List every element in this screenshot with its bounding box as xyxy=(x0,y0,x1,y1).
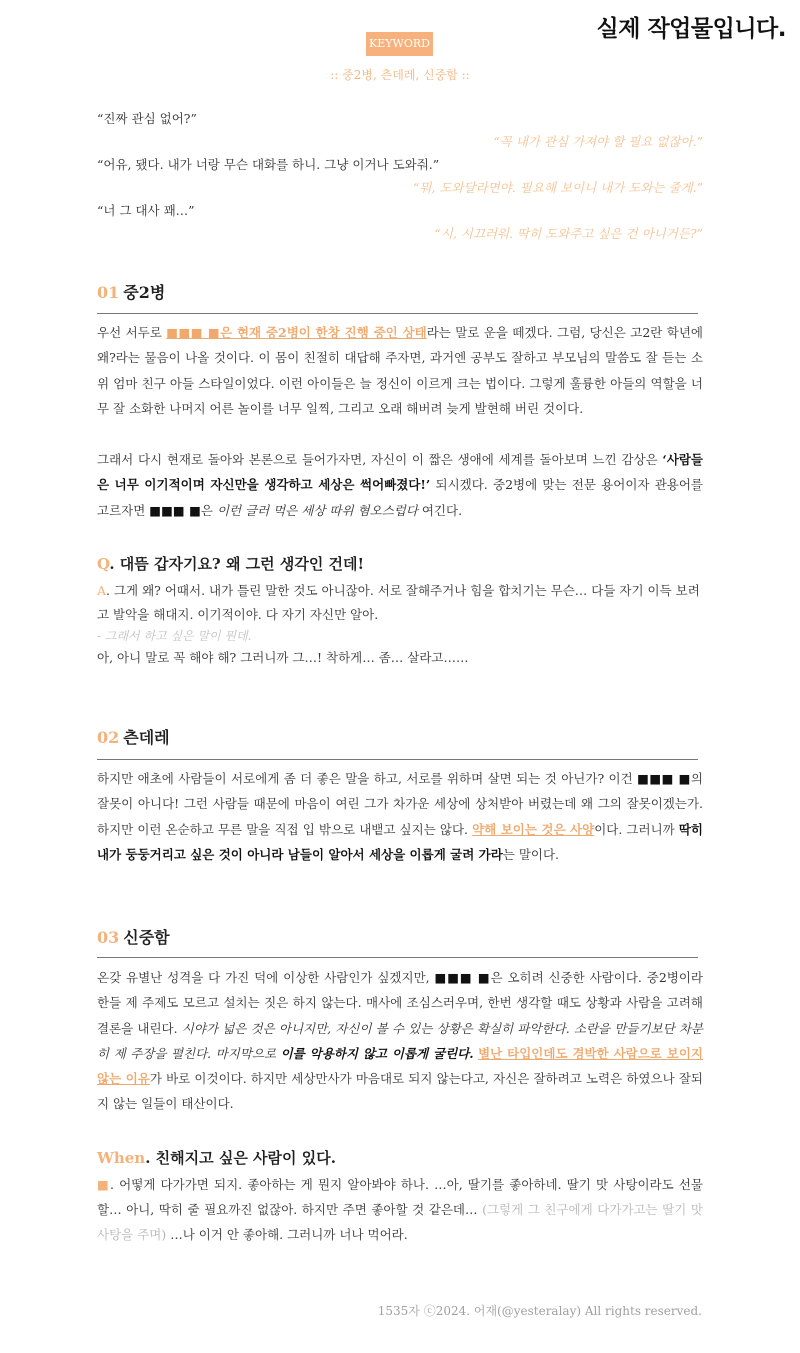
text: 가 바로 이것이다. 하지만 세상만사가 마음대로 되지 않는다고, 자신은 잘하려고 노력은 하였으나 잘되지 않는 일들이 태산이다. xyxy=(97,1071,703,1112)
dialogue-line: “너 그 대사 꽤…” xyxy=(97,203,195,218)
highlight-text: 별난 타입인데도 경박한 사람으로 보이지 않는 이유 xyxy=(97,1045,703,1087)
text: 하지만 애초에 사람들이 서로에게 좀 더 좋은 말을 하고, 서로를 위하며 살면 되는 것 아닌가? 이건 xyxy=(97,771,638,786)
highlight-text: ■■■ ■은 현재 중2병이 한창 진행 중인 상태 xyxy=(166,325,427,340)
watermark: 실제 작업물입니다. xyxy=(596,16,786,42)
dialogue-line: “진짜 관심 없어?” xyxy=(97,111,197,126)
text: 은 오히려 신중한 사람이다. 중2병이라 한들 제 주제도 모르고 설치는 짓은 하지 않는다. 매사에 조심스러우며, 한번 생각할 때도 상황과 사람을 고려해 결론을 내린다. xyxy=(97,970,703,1036)
when-title: . 친해지고 싶은 사람이 있다. xyxy=(145,1149,336,1167)
text: . 어떻게 다가가면 되지. 좋아하는 게 뭔지 알아봐야 하나. …아, 딸기를 좋아하네. 딸기 맛 사탕이라도 선물할… 아니, 딱히 줄 필요까진 없잖아. 하지만 주면 좋아할 것 같은데… xyxy=(97,1177,703,1217)
italic-text: 시야가 넓은 것은 아니지만, 자신이 볼 수 있는 상황은 확실히 파악한다. 소란을 만들기보단 차분히 제 주장을 펼친다. 마지막으로 xyxy=(97,1020,703,1061)
bold-italic-text: 이를 악용하지 않고 이롭게 굴린다. xyxy=(280,1045,474,1061)
section-number: 01 xyxy=(97,283,120,302)
when-heading xyxy=(97,1147,336,1168)
section-number: 02 xyxy=(97,728,120,747)
section-divider xyxy=(97,313,698,314)
censored-name: ■■■ ■ xyxy=(637,771,691,786)
censored-name: ■■■ ■ xyxy=(149,502,201,518)
keyword-badge: KEYWORD xyxy=(366,32,433,56)
censored-name: ■■■ ■ xyxy=(434,970,491,985)
section-title: 신중함 xyxy=(123,928,170,947)
text: 우선 서두로 xyxy=(97,325,167,340)
answer-body: . 그게 왜? 어때서. 내가 틀린 말한 것도 아니잖아. 서로 잘해주거나 힘을 합치기는 무슨… 다들 자기 이득 보려고 발악을 해대지. 이기적이야. 다 자기 자신만 알아. xyxy=(97,583,700,622)
text: …나 이거 안 좋아해. 그러니까 너나 먹어라. xyxy=(166,1227,408,1242)
text: 되시겠다. 중2병에 맞는 전문 용어이자 관용어를 고르자면 xyxy=(97,477,703,518)
answer-lead: A xyxy=(97,583,107,598)
text: 의 잘못이 아니다! 그런 사람들 때문에 마음이 여린 그가 차가운 세상에 상처받아 버렸는데 왜 그의 잘못이겠는가. 하지만 이런 온순하고 무른 말을 직접 입 밖으로 내뱉고 싶지는 않다. xyxy=(97,771,703,837)
dialogue-line: “어유, 됐다. 내가 너랑 무슨 대화를 하니. 그냥 이거나 도와줘.” xyxy=(97,157,440,172)
dialogue-block xyxy=(97,108,703,246)
when-text xyxy=(97,1172,703,1247)
when-mark: ■ xyxy=(97,1177,111,1192)
text: 여긴다. xyxy=(417,502,463,518)
dialogue-reply: “시, 시끄러워. 딱히 도와주고 싶은 건 아니거든?” xyxy=(434,226,703,241)
section-03-paragraph xyxy=(97,965,703,1117)
faint-text: (그렇게 그 친구에게 다가가고는 딸기 맛 사탕을 주며) xyxy=(97,1202,703,1242)
answer-block xyxy=(97,579,703,670)
section-heading-02 xyxy=(97,725,170,748)
keyword-line: :: 중2병, 츤데레, 신중함 :: xyxy=(330,68,470,82)
answer-text xyxy=(97,579,703,626)
text: 는 말이다. xyxy=(502,846,560,862)
section-title: 츤데레 xyxy=(123,728,170,747)
highlight-text: 약해 보이는 것은 사양 xyxy=(472,821,595,837)
question-lead: Q xyxy=(97,555,110,573)
section-01-paragraph-2 xyxy=(97,447,703,523)
aside-text: - 그래서 하고 싶은 말이 뭔데. xyxy=(97,629,252,643)
dialogue-reply: “뭐, 도와달라면야. 필요해 보이니 내가 도와는 줄게.” xyxy=(412,180,703,195)
text: 온갖 유별난 성격을 다 가진 덕에 이상한 사람인가 싶겠지만, xyxy=(97,970,435,985)
section-01-paragraph-1 xyxy=(97,320,703,421)
reply-text: 아, 아니 말로 꼭 해야 해? 그러니까 그…! 착하게… 좀… 살라고…… xyxy=(97,650,469,665)
when-lead: When xyxy=(97,1149,146,1167)
section-divider xyxy=(97,759,698,760)
text: 은 xyxy=(200,502,217,518)
bold-text: ‘사람들은 너무 이기적이며 자신만을 생각하고 세상은 썩어빠졌다!’ xyxy=(97,452,703,493)
question-title: . 대뜸 갑자기요? 왜 그런 생각인 건데! xyxy=(109,555,365,573)
section-heading-03 xyxy=(97,925,170,948)
section-heading-01 xyxy=(97,280,165,303)
question-heading xyxy=(97,553,364,574)
section-title: 중2병 xyxy=(123,283,166,302)
text: 그래서 다시 현재로 돌아와 본론으로 들어가자면, 자신이 이 짧은 생애에 세계를 돌아보며 느낀 감상은 xyxy=(97,452,663,467)
copyright-footer: 1535자 ⓒ2024. 어재(@yesteralay) All rights reserved. xyxy=(377,1304,702,1318)
dialogue-reply: “꼭 내가 관심 가져야 할 필요 없잖아.” xyxy=(493,134,703,149)
text: 이다. 그러니까 xyxy=(594,821,679,837)
section-02-paragraph xyxy=(97,766,703,867)
bold-text: 딱히 내가 둥둥거리고 싶은 것이 아니라 남들이 알아서 세상을 이롭게 굴려 가라 xyxy=(97,821,703,862)
when-block xyxy=(97,1172,703,1247)
section-number: 03 xyxy=(97,928,120,947)
italic-text: 이런 글러 먹은 세상 따위 혐오스럽다 xyxy=(216,502,418,518)
section-divider xyxy=(97,957,698,958)
text: 라는 말로 운을 떼겠다. 그럼, 당신은 고2란 학년에 왜?라는 물음이 나올 것이다. 이 몸이 친절히 대답해 주자면, 과거엔 공부도 잘하고 부모님의 말씀도 잘 듣는 소위 엄마 친구 아들 스타일이었다. 이런 아이들은 늘 정신이 이르게 크는 법이다. 그렇게 훌륭한 아들의 역할을 너무 잘 소화한 나머지 어른 놀이를 너무 일찍, 그리고 오래 해버려 늦게 발현해 버린 것이다. xyxy=(97,325,704,416)
